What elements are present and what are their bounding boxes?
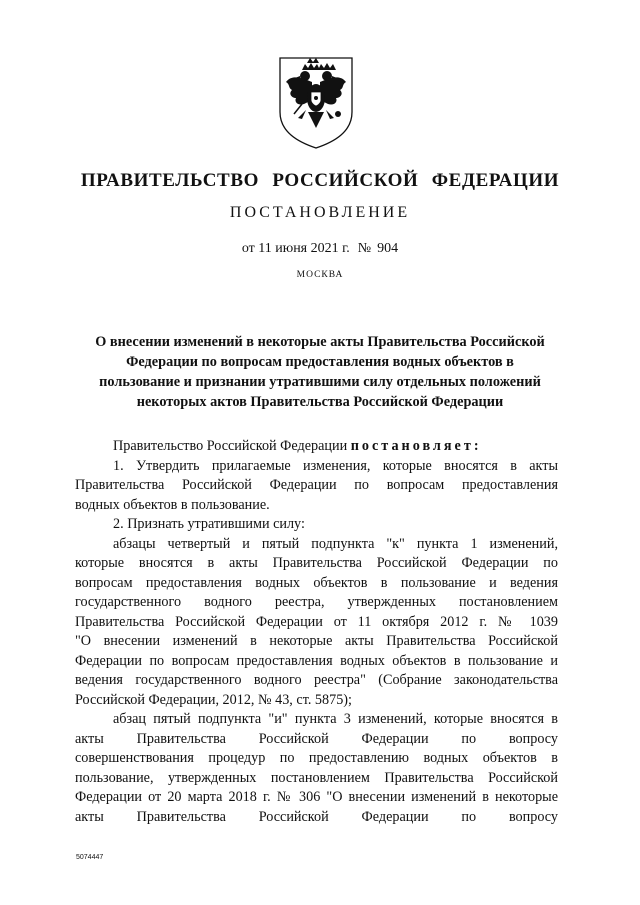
- intro-text: Правительство Российской Федерации: [113, 438, 348, 454]
- body-line: государственного водного реестра, утвержденных постановлением: [75, 594, 558, 610]
- document-code: 5074447: [76, 854, 104, 861]
- body-line: 2. Признать утратившими силу:: [113, 516, 305, 532]
- body-line: Федерации по вопросам предоставления водных объектов в пользование и: [75, 652, 558, 669]
- body-line: "О внесении изменений в некоторые акты Правительства Российской: [75, 633, 558, 649]
- body-line: абзацы четвертый и пятый подпункта "к" пункта 1 изменений,: [113, 535, 558, 552]
- body-line: которые вносятся в акты Правительства Российской Федерации по: [75, 555, 558, 571]
- date-number-line: [0, 241, 640, 257]
- document-number: 904: [377, 241, 399, 256]
- intro-line: [75, 437, 558, 457]
- city-name: МОСКВА: [296, 270, 344, 280]
- body-line: водных объектов в пользование.: [75, 496, 270, 513]
- body-line: акты Правительства Российской Федерации по вопросу: [75, 808, 558, 825]
- document-type: ПОСТАНОВЛЕНИЕ: [229, 204, 411, 221]
- body-line: ведения государственного водного реестра" (Собрание законодательства: [75, 672, 558, 688]
- body-line: Российской Федерации, 2012, № 43, ст. 5875);: [75, 691, 352, 708]
- heading-line: пользование и признании утратившими силу отдельных положений: [99, 374, 541, 390]
- body-line: совершенствования процедур по предоставлению водных объектов в: [75, 750, 558, 766]
- number-sign: №: [357, 241, 372, 256]
- body-line: пользование, утвержденных постановлением Правительства Российской: [75, 769, 558, 786]
- body-line: акты Правительства Российской Федерации по вопросу: [75, 730, 558, 747]
- coat-of-arms-icon: [272, 54, 360, 150]
- body-line: абзац пятый подпункта "и" пункта 3 изменений, которые вносятся в: [113, 711, 558, 727]
- heading-line: О внесении изменений в некоторые акты Правительства Российской: [95, 334, 545, 350]
- body-line: Правительства Российской Федерации по вопросам предоставления: [75, 477, 558, 493]
- body-line: Правительства Российской Федерации от 11 октября 2012 г. № 1039: [75, 613, 558, 630]
- document-body: [75, 437, 558, 827]
- document-heading: [70, 332, 570, 412]
- body-line: вопросам предоставления водных объектов в пользование и ведения: [75, 574, 558, 591]
- government-title: ПРАВИТЕЛЬСТВО РОССИЙСКОЙ ФЕДЕРАЦИИ: [80, 170, 560, 191]
- heading-line: Федерации по вопросам предоставления водных объектов в: [126, 354, 514, 370]
- document-date: от 11 июня 2021 г.: [241, 241, 350, 256]
- heading-line: некоторых актов Правительства Российской Федерации: [136, 394, 504, 410]
- body-line: Федерации от 20 марта 2018 г. № 306 "О внесении изменений в некоторые: [75, 789, 558, 805]
- body-line: 1. Утвердить прилагаемые изменения, которые вносятся в акты: [113, 457, 558, 474]
- resolves-word: постановляет:: [350, 438, 482, 454]
